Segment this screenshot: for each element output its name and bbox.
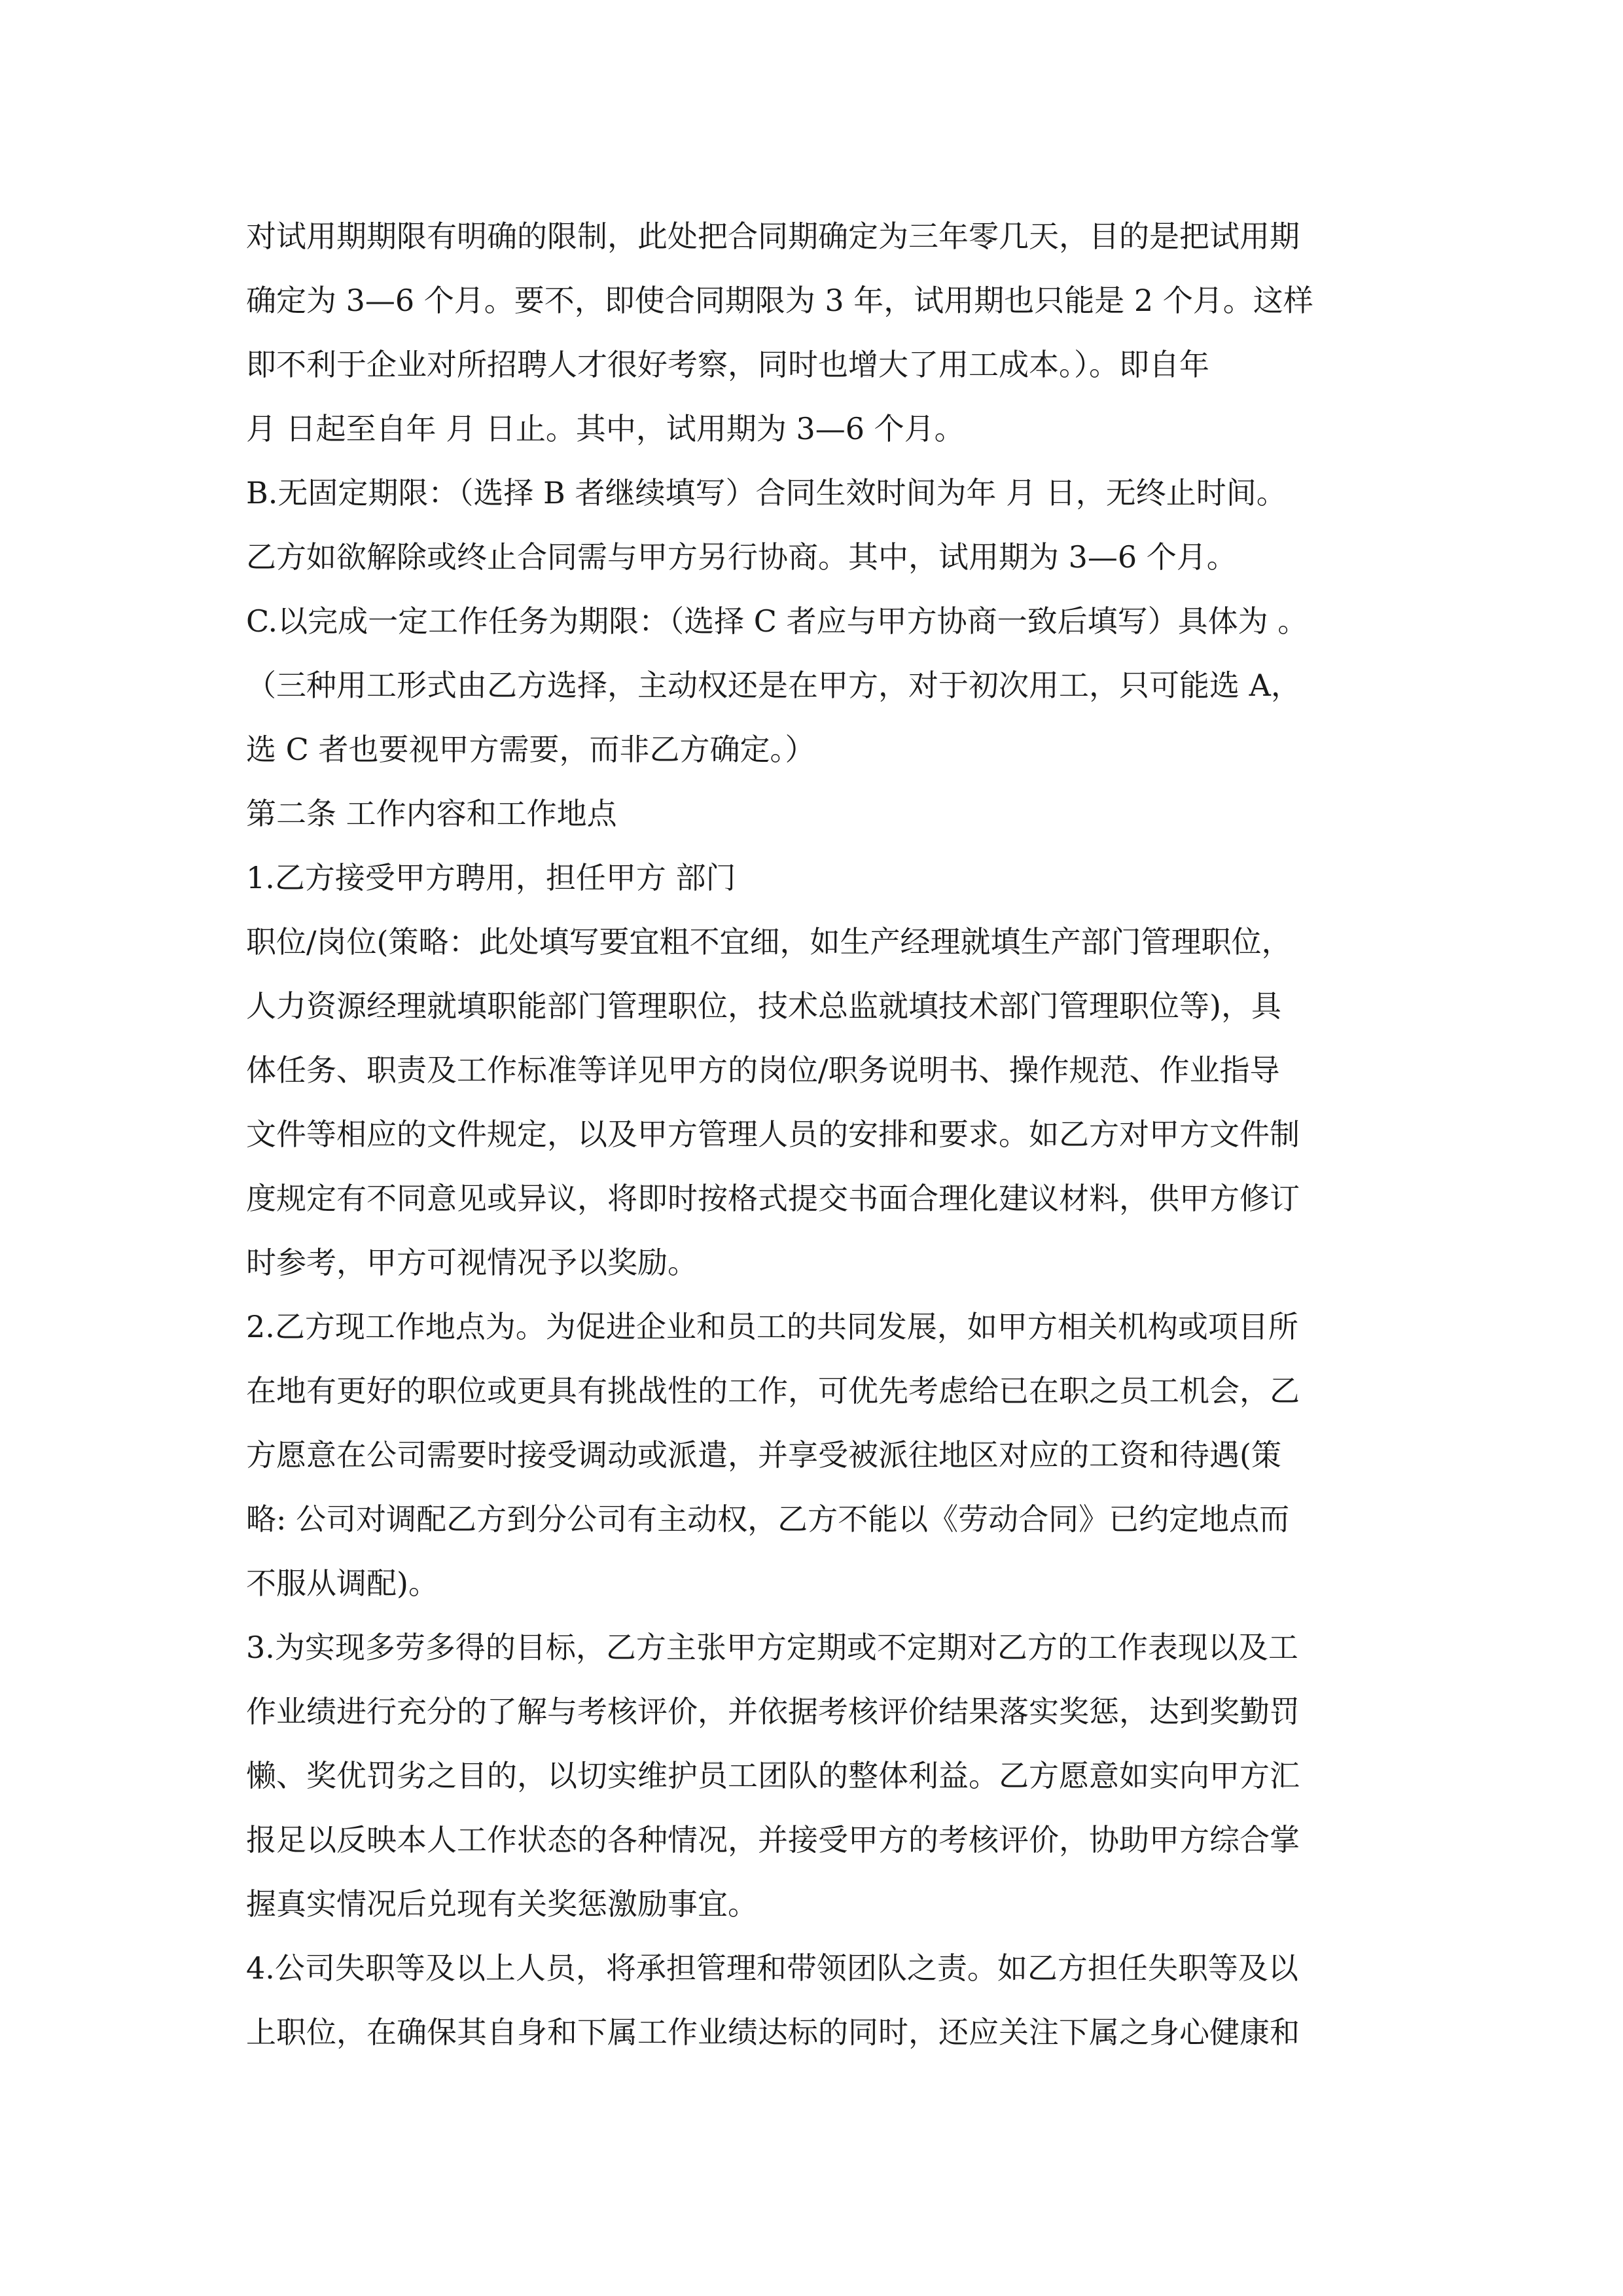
section-heading: 第二条 工作内容和工作地点 bbox=[246, 796, 617, 831]
text-line: 略: 公司对调配乙方到分公司有主动权，乙方不能以《劳动合同》已约定地点而 bbox=[246, 1501, 1290, 1537]
text-line: 3.为实现多劳多得的目标，乙方主张甲方定期或不定期对乙方的工作表现以及工 bbox=[246, 1630, 1298, 1665]
document-body bbox=[246, 204, 1385, 2064]
text-line: 上职位，在确保其自身和下属工作业绩达标的同时，还应关注下属之身心健康和 bbox=[246, 2015, 1300, 2050]
text-line: 在地有更好的职位或更具有挑战性的工作，可优先考虑给已在职之员工机会，乙 bbox=[246, 1373, 1300, 1408]
text-line: 人力资源经理就填职能部门管理职位，技术总监就填技术部门管理职位等)，具 bbox=[246, 988, 1281, 1024]
text-line: 报足以反映本人工作状态的各种情况，并接受甲方的考核评价，协助甲方综合掌 bbox=[246, 1822, 1300, 1857]
text-line: 对试用期期限有明确的限制，此处把合同期确定为三年零几天，目的是把试用期 bbox=[246, 219, 1300, 254]
text-line: 体任务、职责及工作标准等详见甲方的岗位/职务说明书、操作规范、作业指导 bbox=[246, 1052, 1280, 1088]
text-line: 作业绩进行充分的了解与考核评价，并依据考核评价结果落实奖惩，达到奖勤罚 bbox=[246, 1694, 1300, 1729]
text-line: 4.公司失职等及以上人员，将承担管理和带领团队之责。如乙方担任失职等及以 bbox=[246, 1950, 1298, 1986]
text-line: 不服从调配)。 bbox=[246, 1566, 438, 1601]
text-line: 时参考，甲方可视情况予以奖励。 bbox=[246, 1245, 698, 1280]
text-line: 2.乙方现工作地点为。为促进企业和员工的共同发展，如甲方相关机构或项目所 bbox=[246, 1309, 1298, 1344]
text-line: B.无固定期限：（选择 B 者继续填写）合同生效时间为年 月 日，无终止时间。 bbox=[246, 475, 1287, 511]
text-line: 月 日起至自年 月 日止。其中，试用期为 3—6 个月。 bbox=[246, 411, 965, 446]
text-line: 文件等相应的文件规定，以及甲方管理人员的安排和要求。如乙方对甲方文件制 bbox=[246, 1117, 1300, 1152]
text-line: 即不利于企业对所招聘人才很好考察，同时也增大了用工成本。）。即自年 bbox=[246, 347, 1209, 382]
text-line: 确定为 3—6 个月。要不，即使合同期限为 3 年，试用期也只能是 2 个月。这样 bbox=[246, 283, 1313, 318]
text-line: （三种用工形式由乙方选择，主动权还是在甲方，对于初次用工，只可能选 A， bbox=[246, 668, 1301, 703]
text-line: 选 C 者也要视甲方需要，而非乙方确定。） bbox=[246, 732, 815, 767]
text-line: 1.乙方接受甲方聘用，担任甲方 部门 bbox=[246, 860, 736, 895]
text-line: 度规定有不同意见或异议，将即时按格式提交书面合理化建议材料，供甲方修订 bbox=[246, 1181, 1300, 1216]
text-line: 乙方如欲解除或终止合同需与甲方另行协商。其中，试用期为 3—6 个月。 bbox=[246, 539, 1237, 575]
text-line: C.以完成一定工作任务为期限：（选择 C 者应与甲方协商一致后填写）具体为 。 bbox=[246, 603, 1308, 639]
text-line: 懒、奖优罚劣之目的，以切实维护员工团队的整体利益。乙方愿意如实向甲方汇 bbox=[246, 1758, 1300, 1793]
text-line: 职位/岗位(策略：此处填写要宜粗不宜细，如生产经理就填生产部门管理职位， bbox=[246, 924, 1292, 960]
text-line: 方愿意在公司需要时接受调动或派遣，并享受被派往地区对应的工资和待遇(策 bbox=[246, 1437, 1281, 1473]
text-line: 握真实情况后兑现有关奖惩激励事宜。 bbox=[246, 1886, 758, 1922]
